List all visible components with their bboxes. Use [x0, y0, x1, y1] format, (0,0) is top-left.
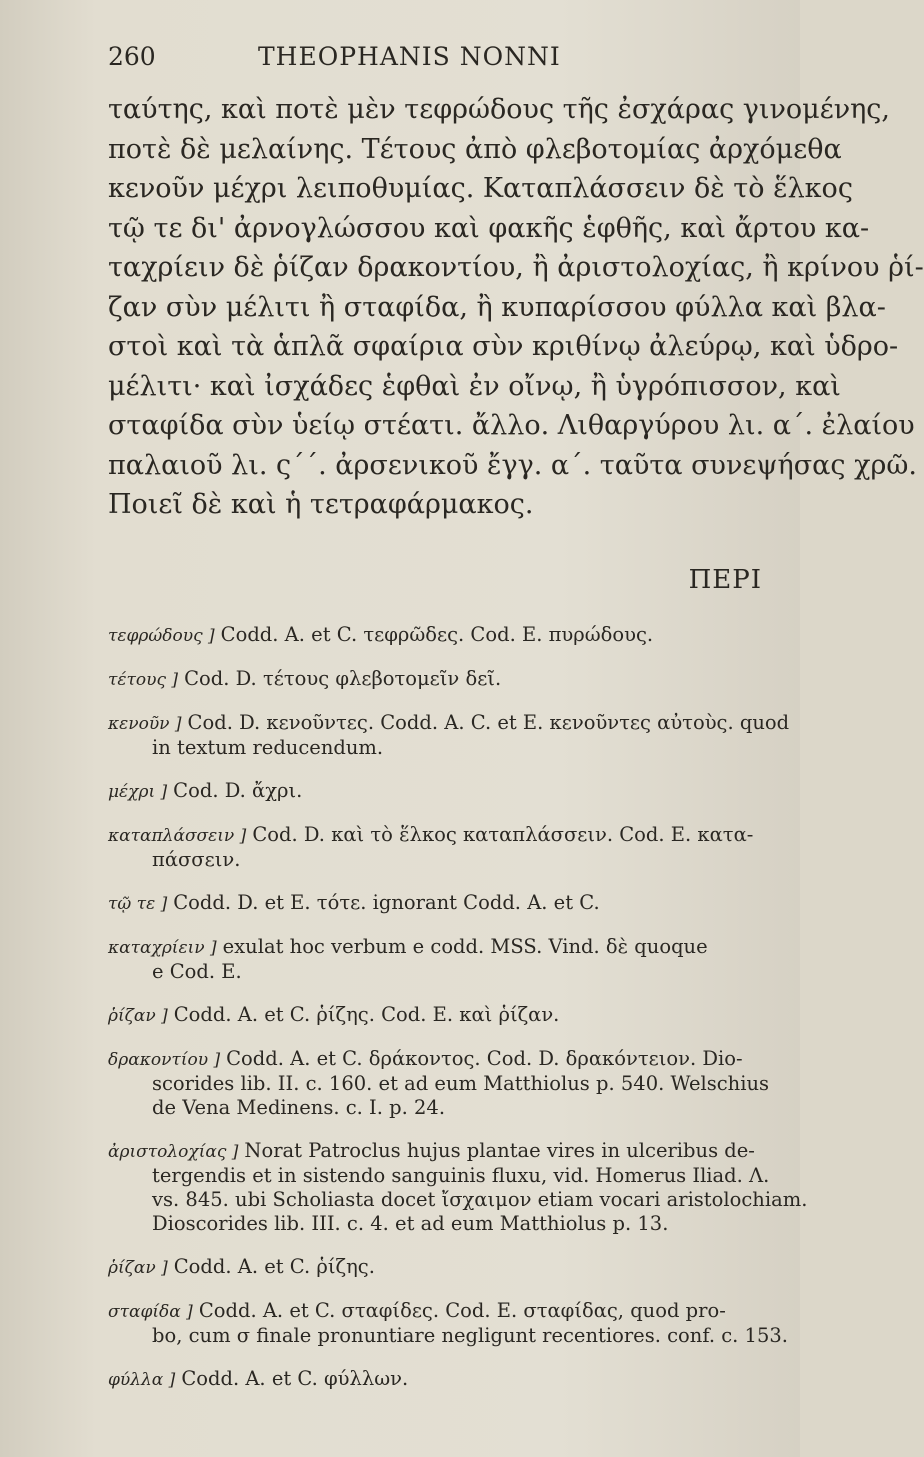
text-line: ταχρίειν δὲ ῥίζαν δρακοντίου, ἢ ἀριστολοχίας, ἢ κρίνου ῥί- — [108, 252, 924, 283]
footnote-lemma: ῥίζαν ] — [108, 1005, 168, 1026]
footnote-text: in textum reducendum. — [152, 735, 384, 759]
footnote — [108, 623, 762, 648]
footnote-text: Codd. A. et C. σταφίδες. Cod. E. σταφίδας, quod pro- — [198, 1298, 726, 1322]
running-head: THEOPHANIS NONNI — [258, 42, 561, 71]
footnote — [108, 891, 762, 916]
footnote-line — [108, 1096, 762, 1120]
footnote-line — [108, 1139, 762, 1164]
footnote-text: Norat Patroclus hujus plantae vires in ulceribus de- — [244, 1138, 755, 1162]
footnote — [108, 667, 762, 692]
footnote-lemma: φύλλα ] — [108, 1369, 176, 1390]
footnote-line — [108, 823, 762, 848]
footnote-text: Codd. A. et C. τεφρῶδες. Cod. E. πυρώδους. — [220, 622, 654, 646]
footnote — [108, 779, 762, 804]
footnote-text: Codd. A. et C. ῥίζης. — [173, 1254, 375, 1278]
text-line: Ποιεῖ δὲ καὶ ἡ τετραφάρμακος. — [108, 489, 534, 520]
footnote-text: πάσσειν. — [152, 847, 241, 871]
footnote-text: e Cod. E. — [152, 959, 242, 983]
footnote-line — [108, 1003, 762, 1028]
footnote-line — [108, 1212, 762, 1236]
footnote-text: Cod. D. κενοῦντες. Codd. A. C. et E. κενοῦντες αὐτοὺς. quod — [187, 710, 790, 734]
footnote-lemma: ἀριστολοχίας ] — [108, 1141, 239, 1162]
footnote-line — [108, 935, 762, 960]
footnote-line — [108, 1367, 762, 1392]
footnote-lemma: μέχρι ] — [108, 781, 168, 802]
catchword: ΠΕΡΙ — [688, 564, 762, 595]
footnote — [108, 935, 762, 984]
text-line: μέλιτι· καὶ ἰσχάδες ἑφθαὶ ἐν οἴνῳ, ἢ ὑγρόπισσον, καὶ — [108, 370, 841, 402]
footnote-line — [108, 623, 762, 648]
footnote-line — [108, 891, 762, 916]
footnote-text: exulat hoc verbum e codd. MSS. Vind. δὲ quoque — [222, 934, 708, 958]
footnote-text: vs. 845. ubi Scholiasta docet ἴσχαιμον etiam vocari aristolochiam. — [152, 1187, 808, 1211]
page-number: 260 — [108, 42, 156, 71]
footnote-text: tergendis et in sistendo sanguinis fluxu, vid. Homerus Iliad. Λ. — [152, 1163, 770, 1187]
footnote-lemma: τῷ τε ] — [108, 893, 168, 914]
footnote-line — [108, 960, 762, 984]
footnote-line — [108, 1047, 762, 1072]
footnote-lemma: καταχρίειν ] — [108, 937, 217, 958]
footnote-text: Codd. A. et C. ῥίζης. Cod. E. καὶ ῥίζαν. — [173, 1002, 560, 1026]
footnote-text: Dioscorides lib. III. c. 4. et ad eum Matthiolus p. 13. — [152, 1211, 669, 1235]
footnote — [108, 1138, 808, 1236]
page-header — [108, 42, 762, 82]
text-line: τῷ τε δι' ἀρνογλώσσου καὶ φακῆς ἑφθῆς, καὶ ἄρτου κα- — [108, 212, 870, 244]
footnote-text: Codd. D. et E. τότε. ignorant Codd. A. et C. — [173, 890, 600, 914]
footnote-text: de Vena Medinens. c. I. p. 24. — [152, 1095, 446, 1119]
footnote-line — [108, 710, 790, 736]
footnote — [108, 1367, 762, 1392]
footnote-text: Cod. D. καὶ τὸ ἕλκος καταπλάσσειν. Cod. E. κατα- — [252, 822, 754, 846]
footnote — [108, 1298, 788, 1348]
footnote-text: Codd. A. et C. δράκοντος. Cod. D. δρακόντειον. Dio- — [226, 1046, 743, 1070]
footnote-lemma: ῥίζαν ] — [108, 1257, 168, 1278]
footnote-text: Codd. A. et C. φύλλων. — [181, 1366, 409, 1390]
text-line: παλαιοῦ λι. ς΄΄. ἀρσενικοῦ ἔγγ. α΄. ταῦτα συνεψήσας χρῶ. — [108, 449, 917, 481]
footnote-line — [108, 848, 762, 872]
footnote-lemma: καταπλάσσειν ] — [108, 825, 247, 846]
footnote-lemma: κενοῦν ] — [108, 713, 182, 734]
footnote-line — [108, 1299, 762, 1324]
footnote-line — [108, 1163, 770, 1188]
footnote-lemma: τεφρώδους ] — [108, 625, 215, 646]
footnote-line — [108, 667, 762, 692]
footnote-text: Cod. D. ἄχρι. — [173, 778, 303, 802]
footnote-lemma: δρακοντίου ] — [108, 1049, 221, 1070]
footnote — [108, 823, 762, 872]
text-line: σταφίδα σὺν ὑείῳ στέατι. ἄλλο. Λιθαργύρου λι. α΄. ἐλαίου — [108, 410, 915, 441]
footnote — [108, 1003, 762, 1028]
footnote-line — [108, 779, 762, 804]
footnote-line — [108, 1071, 770, 1096]
footnote — [108, 1046, 770, 1120]
footnote-line — [108, 1187, 808, 1212]
footnote-line — [108, 736, 762, 760]
footnote — [108, 710, 790, 760]
text-line: στοὶ καὶ τὰ ἁπλᾶ σφαίρια σὺν κριθίνῳ ἀλεύρῳ, καὶ ὑδρο- — [108, 331, 899, 362]
text-line: ζαν σὺν μέλιτι ἢ σταφίδα, ἢ κυπαρίσσου φύλλα καὶ βλα- — [108, 291, 886, 323]
footnote-text: Cod. D. τέτους φλεβοτομεῖν δεῖ. — [184, 666, 502, 690]
text-line: κενοῦν μέχρι λειποθυμίας. Καταπλάσσειν δὲ τὸ ἕλκος — [108, 173, 853, 204]
footnote — [108, 1255, 762, 1280]
footnote-lemma: σταφίδα ] — [108, 1301, 193, 1322]
footnote-line — [108, 1255, 762, 1280]
text-line: ποτὲ δὲ μελαίνης. Τέτους ἀπὸ φλεβοτομίας ἀρχόμεθα — [108, 133, 842, 165]
footnote-text: bo, cum σ finale pronuntiare negligunt recentiores. conf. c. 153. — [152, 1323, 788, 1347]
text-line: ταύτης, καὶ ποτὲ μὲν τεφρώδους τῆς ἐσχάρας γινομένης, — [108, 94, 891, 125]
footnote-text: scorides lib. II. c. 160. et ad eum Matthiolus p. 540. Welschius — [152, 1071, 770, 1095]
footnote-line — [108, 1323, 788, 1348]
main-greek-text — [108, 90, 924, 525]
footnote-lemma: τέτους ] — [108, 669, 179, 690]
footnotes-apparatus — [108, 622, 808, 1392]
